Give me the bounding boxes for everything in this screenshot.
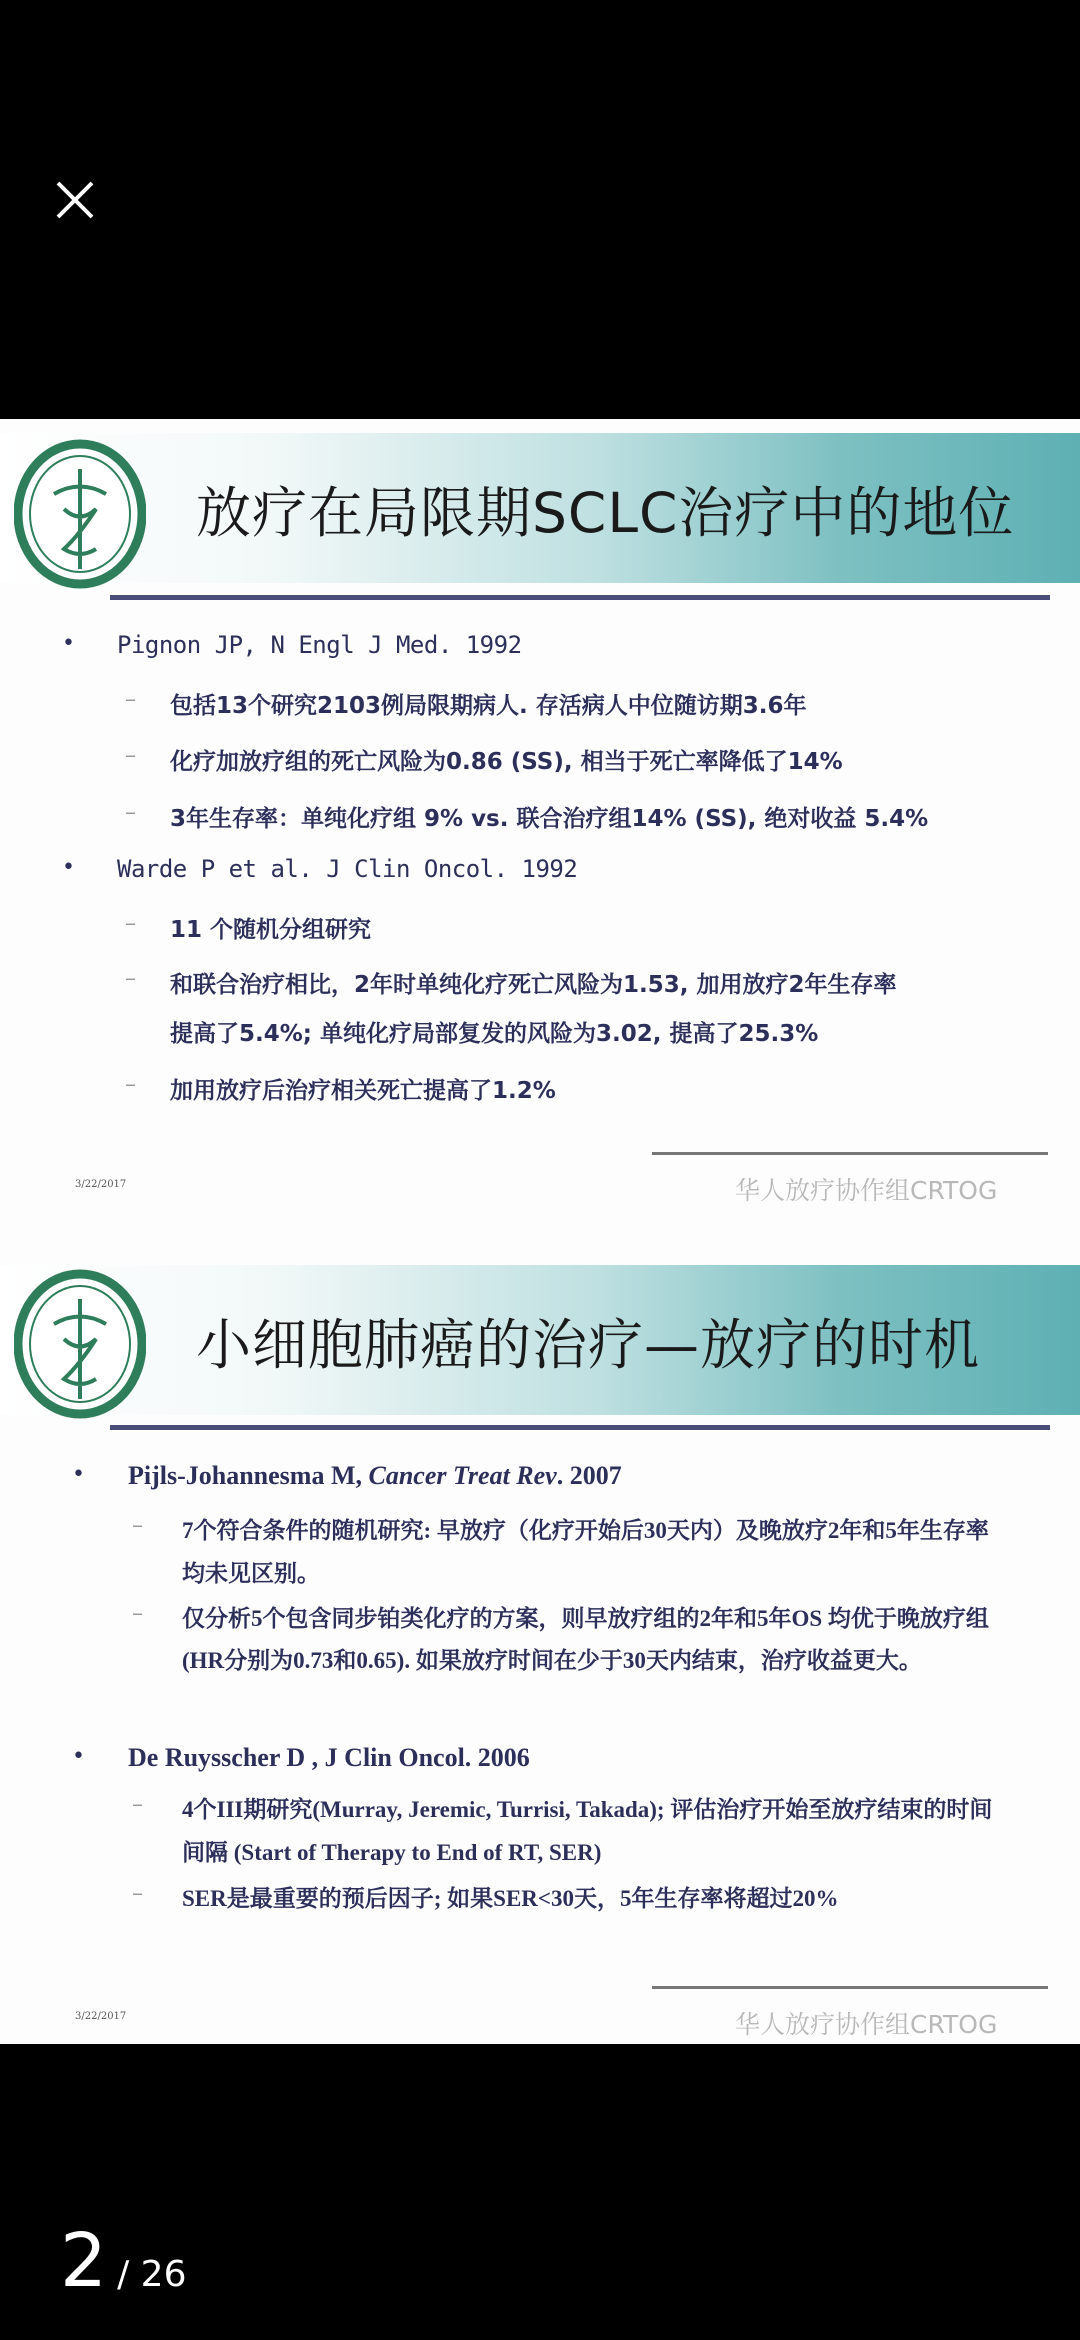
dash-icon: –: [125, 743, 136, 768]
sub-bullet-text: 包括13个研究2103例局限期病人. 存活病人中位随访期3.6年: [170, 693, 807, 719]
page-indicator: [60, 2218, 186, 2304]
sub-bullet-continuation: (HR分别为0.73和0.65). 如果放疗时间在少于30天内结束，治疗收益更大。: [182, 1648, 922, 1673]
footer-line: [652, 1152, 1048, 1155]
dash-icon: –: [132, 1513, 143, 1538]
dash-icon: –: [125, 1072, 136, 1097]
slide-title: 小细胞肺癌的治疗—放疗的时机: [196, 1313, 981, 1377]
hospital-logo: [14, 439, 146, 589]
slide-date: 3/22/2017: [75, 1179, 127, 1190]
bullet-icon: •: [72, 1744, 85, 1769]
sub-bullet-text: 11 个随机分组研究: [170, 917, 372, 943]
journal: Cancer Treat Rev: [368, 1461, 557, 1490]
bullet-text: De Ruysscher D , J Clin Oncol. 2006: [128, 1743, 530, 1772]
bullet-icon: •: [62, 631, 75, 656]
slide-1: [0, 419, 1080, 1257]
bullet-text: Pignon JP, N Engl J Med. 1992: [117, 631, 522, 659]
slide-2: [0, 1257, 1080, 2044]
sub-bullet-text: 4个III期研究(Murray, Jeremic, Turrisi, Takada); 评估治疗开始至放疗结束的时间: [182, 1797, 993, 1822]
dash-icon: –: [125, 800, 136, 825]
title-underline: [110, 1425, 1050, 1430]
sub-bullet-text: SER是最重要的预后因子; 如果SER<30天，5年生存率将超过20%: [182, 1886, 839, 1911]
current-page: 2: [60, 2218, 108, 2304]
sub-bullet-continuation: 间隔 (Start of Therapy to End of RT, SER): [182, 1840, 602, 1865]
year: . 2007: [556, 1461, 622, 1490]
bullet-text: Warde P et al. J Clin Oncol. 1992: [117, 855, 578, 883]
dash-icon: –: [125, 911, 136, 936]
author: Pijls-Johannesma M,: [128, 1461, 369, 1490]
total-pages: / 26: [117, 2254, 187, 2295]
slide-title: 放疗在局限期SCLC治疗中的地位: [196, 481, 1015, 545]
dash-icon: –: [125, 966, 136, 991]
footer-line: [652, 1986, 1048, 1989]
dash-icon: –: [132, 1601, 143, 1626]
sub-bullet-text: 化疗加放疗组的死亡风险为0.86 (SS), 相当于死亡率降低了14%: [170, 749, 843, 775]
title-underline: [110, 595, 1050, 600]
dash-icon: –: [132, 1881, 143, 1906]
sub-bullet-text: 加用放疗后治疗相关死亡提高了1.2%: [170, 1078, 556, 1104]
watermark: 华人放疗协作组CRTOG: [735, 2010, 998, 2039]
sub-bullet-continuation: 提高了5.4%; 单纯化疗局部复发的风险为3.02, 提高了25.3%: [170, 1021, 819, 1047]
watermark: 华人放疗协作组CRTOG: [735, 1176, 998, 1205]
sub-bullet-text: 3年生存率：单纯化疗组 9% vs. 联合治疗组14% (SS), 绝对收益 5.4%: [170, 806, 929, 832]
sub-bullet-continuation: 均未见区别。: [182, 1561, 320, 1586]
sub-bullet-text: 和联合治疗相比，2年时单纯化疗死亡风险为1.53, 加用放疗2年生存率: [170, 972, 897, 998]
sub-bullet-text: 7个符合条件的随机研究: 早放疗（化疗开始后30天内）及晚放疗2年和5年生存率: [182, 1518, 989, 1543]
sub-bullet-text: 仅分析5个包含同步铂类化疗的方案，则早放疗组的2年和5年OS 均优于晚放疗组: [182, 1606, 989, 1631]
bullet-icon: •: [72, 1462, 85, 1487]
slide-date: 3/22/2017: [75, 2011, 127, 2022]
dash-icon: –: [132, 1792, 143, 1817]
dash-icon: –: [125, 687, 136, 712]
close-icon[interactable]: [50, 175, 100, 225]
bullet-text: [128, 1461, 622, 1491]
hospital-logo: [14, 1269, 146, 1419]
bullet-icon: •: [62, 855, 75, 880]
